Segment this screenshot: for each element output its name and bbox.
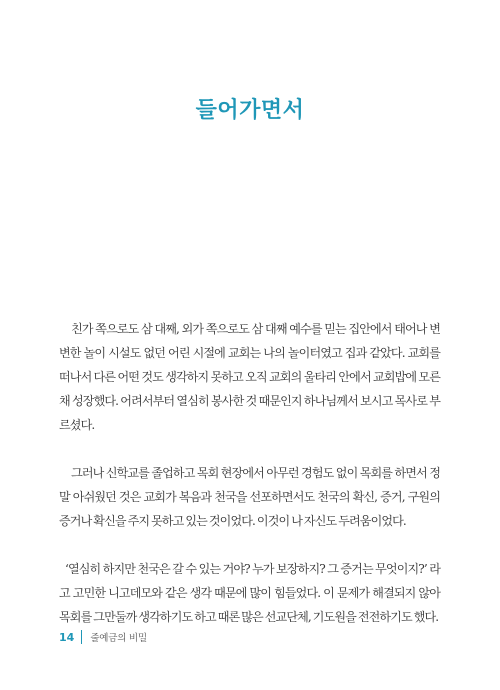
running-book-title: 줄예금의 비밀 — [90, 633, 147, 644]
footer-divider — [81, 630, 82, 644]
page-number: 14 — [59, 630, 75, 644]
paragraph: 친가 쪽으로도 삼 대째, 외가 쪽으로도 삼 대째 예수를 믿는 집안에서 태어나 변변한 놀이 시설도 없던 어린 시절에 교회는 나의 놀이터였고 집과 같았다. 교회를 떠나서 다른 어떤 것도 생각하지 못하고 오직 교회의 울타리 안에서 교회밥에 모른 채 성장했다. 어려서부터 열심히 봉사한 것 때문인지 하나님께서 보시고 목사로 부르셨다. — [59, 322, 440, 432]
body-text — [59, 317, 440, 629]
paragraph: ‘열심히 하지만 천국은 갈 수 있는 거야? 누가 보장하지? 그 증거는 무엇이지?’ 라고 고민한 니고데모와 같은 생각 때문에 많이 힘들었다. 이 문제가 해결되지 않아 목회를 그만둘까 생각하기도 하고 때론 많은 선교단체, 기도원을 전전하기도 했다. — [59, 562, 440, 624]
chapter-title: 들어가면서 — [195, 98, 305, 123]
page-footer — [59, 630, 147, 644]
paragraph: 그러나 신학교를 졸업하고 목회 현장에서 아무런 경험도 없이 목회를 하면서 정말 아쉬웠던 것은 교회가 복음과 천국을 선포하면서도 천국의 확신, 증거, 구원의 증거나 확신을 주지 못하고 있는 것이었다. 이것이 나 자신도 두려움이었다. — [59, 466, 440, 528]
